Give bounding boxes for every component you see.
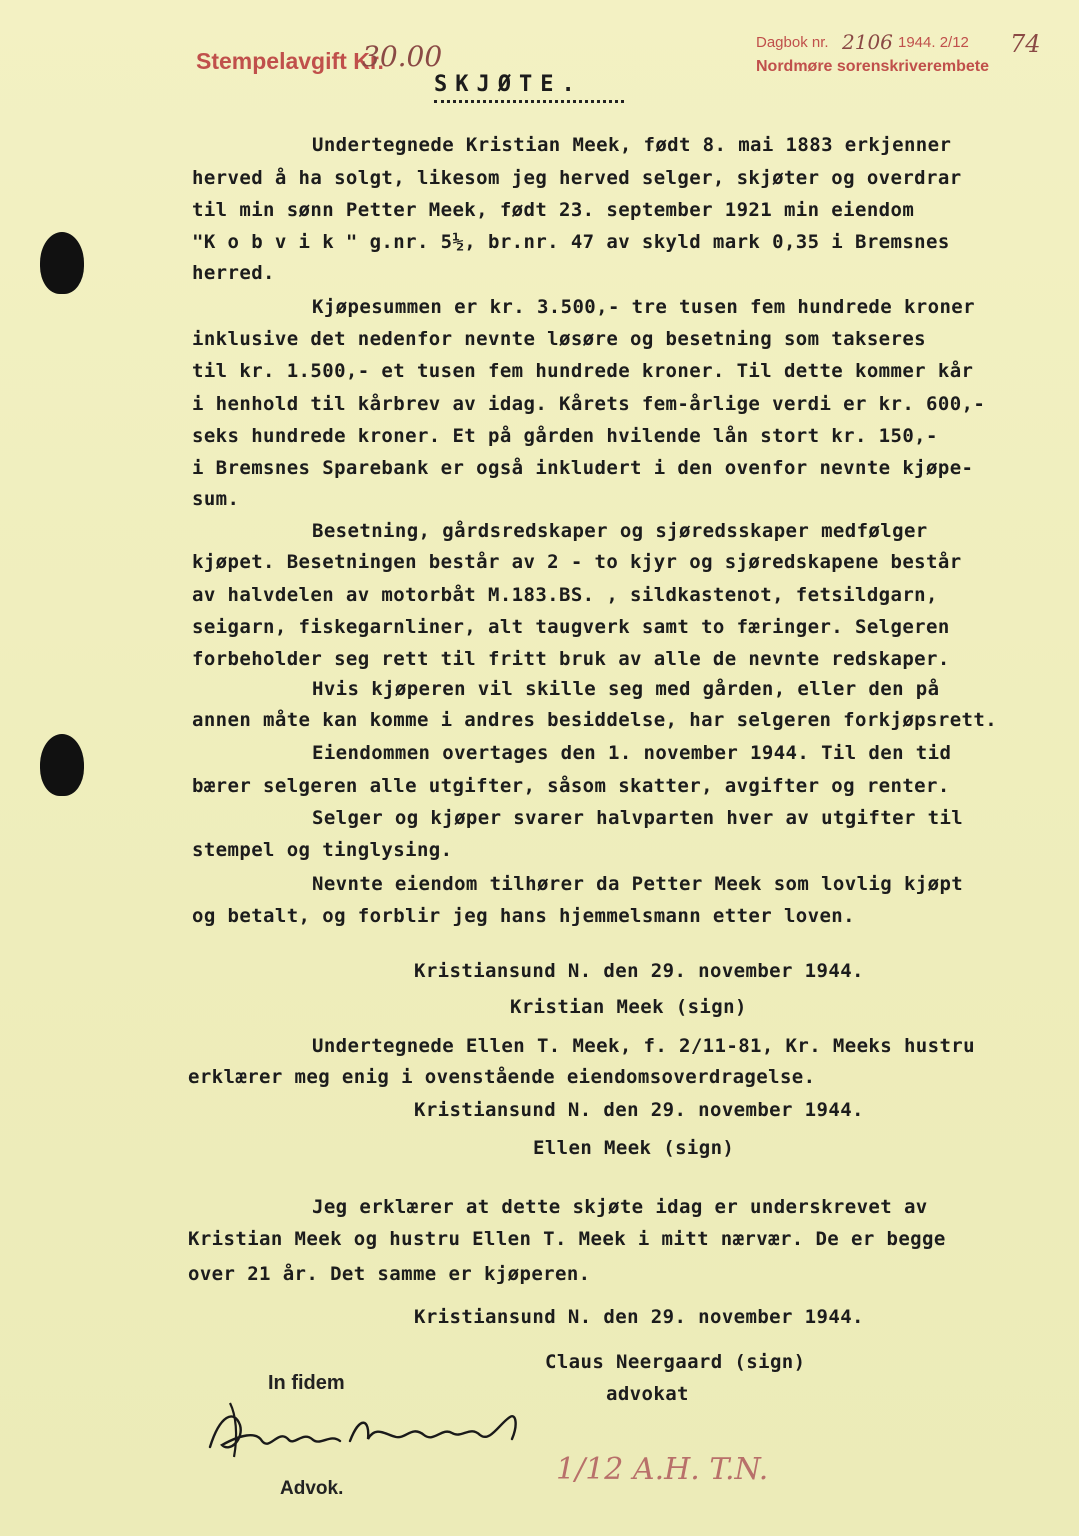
document-line: forbeholder seg rett til fritt bruk av alle de nevnte redskaper.	[192, 648, 950, 670]
advokat-stamp: Advok.	[280, 1478, 344, 1499]
document-line: i henhold til kårbrev av idag. Kårets fem-årlige verdi er kr. 600,-	[192, 393, 986, 415]
office-name: Nordmøre sorenskriverembete	[756, 58, 989, 75]
document-line: Claus Neergaard (sign)	[545, 1351, 806, 1373]
document-line: Nevnte eiendom tilhører da Petter Meek som lovlig kjøpt	[312, 873, 964, 895]
document-line: advokat	[606, 1383, 689, 1405]
document-line: Hvis kjøperen vil skille seg med gården, eller den på	[312, 678, 940, 700]
document-line: erklærer meg enig i ovenstående eiendomsoverdragelse.	[188, 1066, 816, 1088]
document-line: Undertegnede Kristian Meek, født 8. mai 1883 erkjenner	[312, 134, 952, 156]
document-line: Undertegnede Ellen T. Meek, f. 2/11-81, Kr. Meeks hustru	[312, 1035, 975, 1057]
stamp-duty-label: Stempelavgift Kr.	[196, 48, 384, 74]
in-fidem-label: In fidem	[268, 1372, 345, 1394]
stamp-duty-amount: 30.00	[362, 40, 443, 73]
dagbok-label: Dagbok nr.	[756, 34, 829, 51]
title-underline	[434, 100, 624, 103]
document-line: inklusive det nedenfor nevnte løsøre og besetning som takseres	[192, 328, 927, 350]
document-line: av halvdelen av motorbåt M.183.BS. , sildkastenot, fetsildgarn,	[192, 584, 938, 606]
document-line: "K o b v i k " g.nr. 5½, br.nr. 47 av skyld mark 0,35 i Bremsnes	[192, 231, 950, 253]
document-line: og betalt, og forblir jeg hans hjemmelsmann etter loven.	[192, 905, 855, 927]
document-line: Kristian Meek og hustru Ellen T. Meek i mitt nærvær. De er begge	[188, 1228, 946, 1250]
document-line: Kristiansund N. den 29. november 1944.	[414, 1306, 864, 1328]
document-line: Kristiansund N. den 29. november 1944.	[414, 1099, 864, 1121]
document-line: Selger og kjøper svarer halvparten hver av utgifter til	[312, 807, 964, 829]
handwritten-signature	[200, 1395, 530, 1465]
document-line: Eiendommen overtages den 1. november 1944. Til den tid	[312, 742, 952, 764]
document-line: til kr. 1.500,- et tusen fem hundrede kroner. Til dette kommer kår	[192, 360, 974, 382]
page-number: 74	[1010, 30, 1041, 58]
document-line: Besetning, gårdsredskaper og sjøredsskaper medfølger	[312, 520, 928, 542]
document-line: til min sønn Petter Meek, født 23. september 1921 min eiendom	[192, 199, 915, 221]
document-line: Kristiansund N. den 29. november 1944.	[414, 960, 864, 982]
document-line: Ellen Meek (sign)	[533, 1137, 735, 1159]
document-title: SKJØTE.	[434, 72, 583, 97]
document-line: Kjøpesummen er kr. 3.500,- tre tusen fem hundrede kroner	[312, 296, 975, 318]
document-line: stempel og tinglysing.	[192, 839, 453, 861]
document-line: seigarn, fiskegarnliner, alt taugverk samt to færinger. Selgeren	[192, 616, 950, 638]
dagbok-date: 1944. 2/12	[898, 34, 969, 51]
dagbok-number: 2106	[842, 30, 893, 54]
document-line: Jeg erklærer at dette skjøte idag er underskrevet av	[312, 1196, 928, 1218]
document-line: annen måte kan komme i andres besiddelse, har selgeren forkjøpsrett.	[192, 709, 998, 731]
document-line: seks hundrede kroner. Et på gården hvilende lån stort kr. 150,-	[192, 425, 938, 447]
document-line: kjøpet. Besetningen består av 2 - to kjyr og sjøredskapene består	[192, 551, 962, 573]
document-line: sum.	[192, 488, 240, 510]
punch-hole	[40, 232, 84, 294]
punch-hole	[40, 734, 84, 796]
document-line: over 21 år. Det samme er kjøperen.	[188, 1263, 591, 1285]
document-line: herved å ha solgt, likesom jeg herved selger, skjøter og overdrar	[192, 167, 962, 189]
document-line: Kristian Meek (sign)	[510, 996, 747, 1018]
document-line: herred.	[192, 262, 275, 284]
document-line: i Bremsnes Sparebank er også inkludert i den ovenfor nevnte kjøpe-	[192, 457, 974, 479]
handwritten-note: 1/12 A.H. T.N.	[556, 1452, 769, 1487]
document-line: bærer selgeren alle utgifter, såsom skatter, avgifter og renter.	[192, 775, 950, 797]
